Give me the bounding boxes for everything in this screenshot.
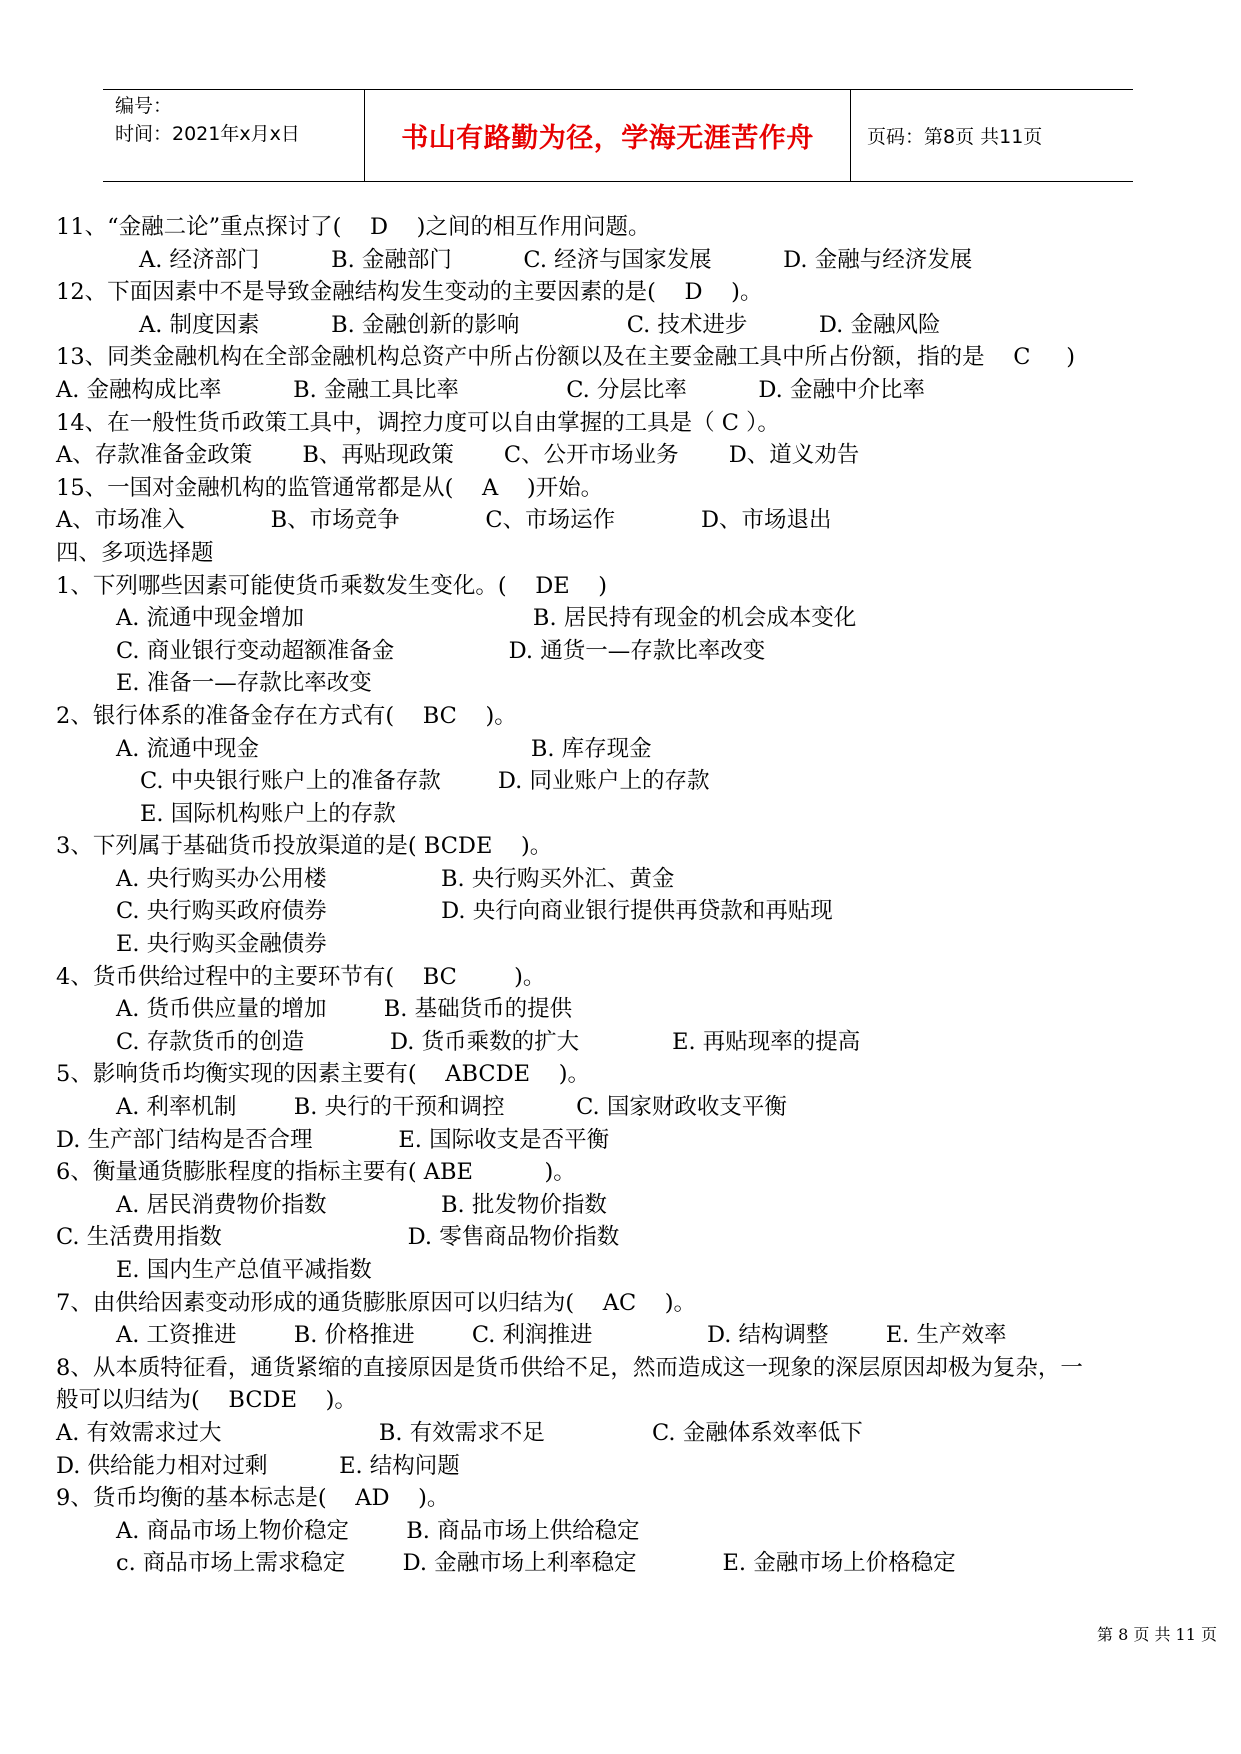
text-line: A. 货币供应量的增加 B. 基础货币的提供 — [116, 996, 573, 1023]
header-motto-cell — [365, 90, 851, 181]
text-line: 14、在一般性货币政策工具中，调控力度可以自由掌握的工具是（ C ）。 — [56, 409, 780, 436]
text-line: A. 有效需求过大 B. 有效需求不足 C. 金融体系效率低下 — [56, 1419, 863, 1446]
text-line: C. 生活费用指数 D. 零售商品物价指数 — [56, 1224, 620, 1251]
text-line: 1、下列哪些因素可能使货币乘数发生变化。( DE ) — [56, 572, 608, 599]
text-line: A. 商品市场上物价稳定 B. 商品市场上供给稳定 — [116, 1517, 640, 1544]
text-line: 四、多项选择题 — [56, 539, 214, 566]
text-line: A、市场准入 B、市场竞争 C、市场运作 D、市场退出 — [56, 507, 832, 534]
text-line: C. 商业银行变动超额准备金 D. 通货一—存款比率改变 — [116, 637, 766, 664]
document-number: 编号： — [115, 95, 173, 117]
question-content — [56, 211, 1196, 1580]
text-line: 11、“金融二论”重点探讨了( D )之间的相互作用问题。 — [56, 214, 651, 240]
text-line: A. 央行购买办公用楼 B. 央行购买外汇、黄金 — [116, 865, 675, 892]
text-line: 7、由供给因素变动形成的通货膨胀原因可以归结为( AC )。 — [56, 1289, 697, 1316]
text-line: A. 经济部门 B. 金融部门 C. 经济与国家发展 D. 金融与经济发展 — [139, 246, 973, 273]
text-line: C. 存款货币的创造 D. 货币乘数的扩大 E. 再贴现率的提高 — [116, 1028, 861, 1055]
text-line: 5、影响货币均衡实现的因素主要有( ABCDE )。 — [56, 1061, 590, 1088]
text-line: 15、一国对金融机构的监管通常都是从( A )开始。 — [56, 474, 604, 501]
header-page-number: 页码：第8页 共11页 — [867, 126, 1043, 148]
text-line: A. 利率机制 B. 央行的干预和调控 C. 国家财政收支平衡 — [116, 1094, 787, 1121]
text-line: E. 国内生产总值平减指数 — [116, 1257, 372, 1283]
text-line: C. 中央银行账户上的准备存款 D. 同业账户上的存款 — [140, 768, 710, 795]
text-line: 4、货币供给过程中的主要环节有( BC )。 — [56, 963, 546, 990]
text-line: 2、银行体系的准备金存在方式有( BC )。 — [56, 702, 517, 729]
text-line: 12、下面因素中不是导致金融结构发生变动的主要因素的是( D )。 — [56, 279, 763, 306]
motto: 书山有路勤为径，学海无涯苦作舟 — [401, 123, 814, 154]
text-line: 6、衡量通货膨胀程度的指标主要有( ABE )。 — [56, 1159, 576, 1186]
text-line: A、存款准备金政策 B、再贴现政策 C、公开市场业务 D、道义劝告 — [56, 442, 860, 469]
text-line: 9、货币均衡的基本标志是( AD )。 — [56, 1485, 450, 1512]
text-line: E. 准备一—存款比率改变 — [116, 670, 372, 697]
text-line: 3、下列属于基础货币投放渠道的是( BCDE )。 — [56, 833, 553, 860]
header-meta — [103, 90, 365, 181]
document-time: 时间：2021年x月x日 — [115, 123, 300, 145]
page-header — [103, 89, 1133, 182]
text-line: D. 生产部门结构是否合理 E. 国际收支是否平衡 — [56, 1126, 610, 1153]
text-line: 般可以归结为( BCDE )。 — [56, 1387, 357, 1414]
text-line: A. 居民消费物价指数 B. 批发物价指数 — [116, 1191, 607, 1218]
text-line: E. 央行购买金融债券 — [116, 931, 327, 958]
page-footer: 第 8 页 共 11 页 — [1097, 1625, 1217, 1644]
text-line: A. 流通中现金 B. 库存现金 — [116, 735, 652, 762]
text-line: 8、从本质特征看，通货紧缩的直接原因是货币供给不足，然而造成这一现象的深层原因却极为复杂，一 — [56, 1354, 1083, 1381]
text-line: A. 工资推进 B. 价格推进 C. 利润推进 D. 结构调整 E. 生产效率 — [116, 1322, 1007, 1349]
text-line: D. 供给能力相对过剩 E. 结构问题 — [56, 1452, 460, 1479]
text-line: E. 国际机构账户上的存款 — [140, 800, 396, 827]
header-page-cell — [851, 90, 1133, 181]
text-line: A. 制度因素 B. 金融创新的影响 C. 技术进步 D. 金融风险 — [139, 311, 941, 338]
text-line: C. 央行购买政府债券 D. 央行向商业银行提供再贷款和再贴现 — [116, 898, 833, 925]
text-line: 13、同类金融机构在全部金融机构总资产中所占份额以及在主要金融工具中所占份额，指的是 C ) — [56, 344, 1075, 371]
text-line: A. 流通中现金增加 B. 居民持有现金的机会成本变化 — [116, 605, 857, 632]
text-line: c. 商品市场上需求稳定 D. 金融市场上利率稳定 E. 金融市场上价格稳定 — [116, 1550, 956, 1577]
text-line: A. 金融构成比率 B. 金融工具比率 C. 分层比率 D. 金融中介比率 — [56, 376, 925, 403]
